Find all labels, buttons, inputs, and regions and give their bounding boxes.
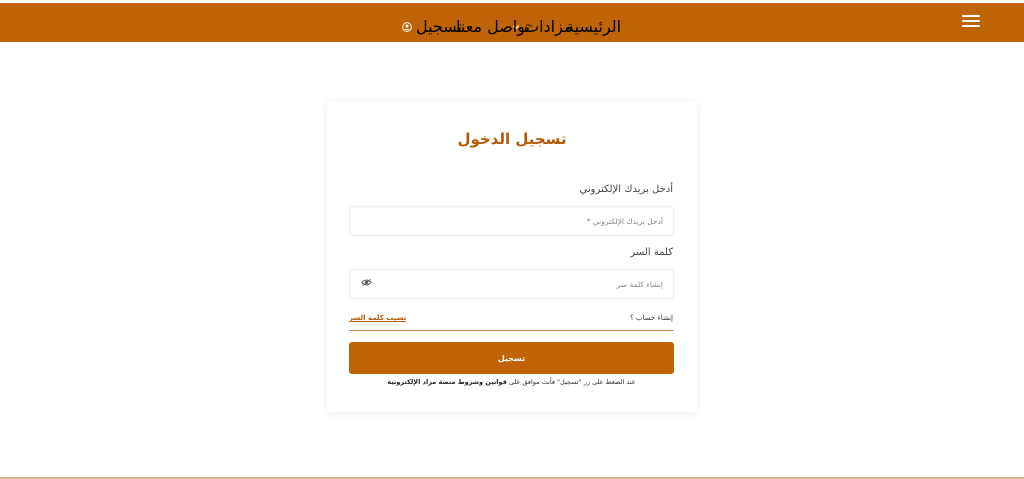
- email-label: أدخل بريدك الإلكتروني: [579, 184, 673, 195]
- password-input[interactable]: [349, 269, 674, 299]
- nav-home[interactable]: [566, 17, 621, 36]
- divider: [349, 330, 674, 331]
- nav-register[interactable]: [402, 17, 462, 36]
- submit-button[interactable]: تسجيل: [349, 342, 674, 374]
- nav-home-label: الرئيسية: [566, 17, 622, 36]
- password-label: كلمة السر: [630, 247, 673, 258]
- login-title: تسجيل الدخول: [457, 130, 567, 148]
- terms-link[interactable]: قوانين وشروط منصة مزاد الإلكترونية: [387, 378, 507, 386]
- user-circle-icon: [402, 22, 412, 32]
- terms-prefix: عند الضغط على زر "تسجيل" فأنت موافق على: [508, 378, 636, 386]
- nav-contact[interactable]: [456, 17, 530, 36]
- top-navigation-bar: [0, 3, 1024, 42]
- nav-register-label: تسجيل: [416, 17, 462, 36]
- hamburger-icon: [962, 15, 980, 17]
- eye-icon[interactable]: [361, 278, 372, 287]
- forgot-password-link[interactable]: نسيت كلمة السر: [349, 314, 407, 322]
- create-account-link[interactable]: إنشاء حساب ؟: [629, 314, 673, 322]
- nav-contact-label: تواصل معنا: [456, 17, 530, 36]
- login-card: [327, 102, 697, 412]
- email-input[interactable]: [349, 206, 674, 236]
- nav-auctions-label: مزادات: [524, 17, 573, 36]
- terms-notice: [349, 377, 674, 387]
- menu-button[interactable]: [962, 15, 980, 31]
